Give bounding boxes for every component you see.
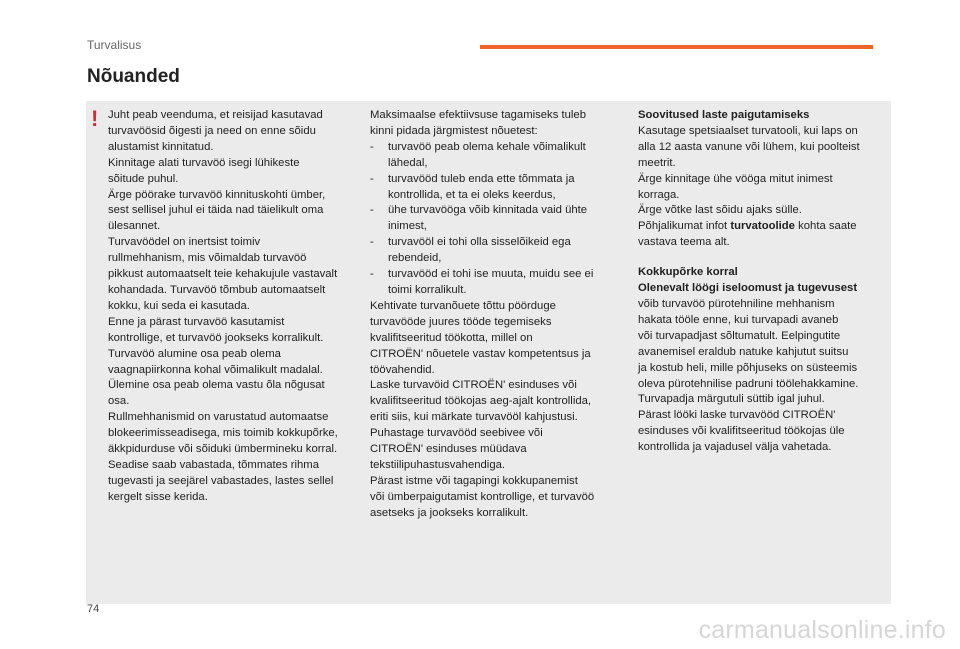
text-line: Kinnitage alati turvavöö isegi lühikeste [108,156,300,169]
text-line: alustamist kinnitatud. [108,140,214,153]
bullet-dash: - [370,236,374,249]
text-line: Kehtivate turvanõuete tõttu pöörduge [370,299,556,312]
text-line: rullmehhanism, mis võimaldab turvavöö [108,252,307,265]
text-line: kergelt sisse kerida. [108,490,208,503]
text-line: Turvavöödel on inertsist toimiv [108,236,261,249]
child-placement-text [638,124,878,219]
text-line: kohandada. Turvavöö tõmbub automaatselt [108,283,326,296]
text-line: äkkpidurduse või sõiduki ümbermineku korral. [108,443,338,456]
text-line: blokeerimisseadisega, mis toimib kokkupõrke, [108,427,338,440]
page-number: 74 [87,603,100,615]
text-line: alla 12 aasta vanune või lühem, kui poolteist [638,140,860,153]
heading-impact: Olenevalt löögi iseloomust ja tugevusest [638,282,858,295]
text-line: Kasutage spetsiaalset turvatooli, kui laps on [638,124,858,137]
list-item-line: rebendeid, [388,252,442,265]
text-line: Ärge võtke last sõidu ajaks sülle. [638,204,802,217]
text-line: hakata tööle enne, kui turvapadi avaneb [638,313,839,326]
column-child-safety [638,108,878,456]
text-line: Pärast istme või tagapingi kokkupanemist [370,474,578,487]
info-suffix: kohta saate [794,220,857,233]
text-line: ülesannet. [108,220,161,233]
text-line: Turvavöö alumine osa peab olema [108,347,281,360]
text-line: kontrollida ja vajadusel välja vahetada. [638,441,832,454]
text-line: Juht peab veenduma, et reisijad kasutavad [108,109,323,121]
text-line: turvavööde juures tööde tegemiseks [370,315,552,328]
list-item-line: turvavööd ei tohi ise muuta, muidu see ei [388,268,594,281]
text-line: kontrollige, et turvavöö jookseks korralikult. [108,331,324,344]
text-line: või turvapadjast sõltumatult. Eelpingutite [638,329,841,342]
text-line: Puhastage turvavööd seebivee või [370,427,543,440]
text-line: korraga. [638,188,680,201]
bullet-dash: - [370,204,374,217]
text-line: CITROËN' esinduses müüdava [370,443,527,456]
text-line: Laske turvavöid CITROËN' esinduses või [370,379,577,392]
text-line: kvalifitseeritud töökotta, millel on [370,331,533,344]
list-item-line: turvavööl ei tohi olla sisselõikeid ega [388,236,571,249]
requirements-after [370,299,616,522]
text-line: Ärge kinnitage ühe vööga mitut inimest [638,172,833,185]
section-label: Turvalisus [87,38,142,52]
collision-text [638,297,878,456]
list-item-line: kontrollida, et ta ei oleks keerdus, [388,188,556,201]
text-line: CITROËN' nõuetele vastav kompetentsus ja [370,347,591,360]
column-seatbelt-requirements [370,108,616,522]
text-line: või ümberpaigutamist kontrollige, et turvavöö [370,490,595,503]
bullet-dash: - [370,140,374,153]
bullet-dash: - [370,172,374,185]
heading-child-placement: Soovitused laste paigutamiseks [638,109,810,121]
text-line: tugevasti ja seejärel vabastades, lastes sellel [108,474,334,487]
text-line: võib turvavöö pürotehniline mehhanism [638,297,835,310]
text-line: Seadise saab vabastada, tõmmates rihma [108,458,319,471]
text-line: Ülemine osa peab olema vastu õla nõgusat [108,379,325,392]
info-prefix: Põhjalikumat infot [638,220,731,233]
text-line: kokku, kui seda ei kasutada. [108,299,250,312]
text-line: Turvapadja märgutuli süttib igal juhul. [638,393,825,406]
info-bold: turvatoolide [730,220,795,233]
list-item-line: turvavööd tuleb enda ette tõmmata ja [388,172,575,185]
list-item [370,203,616,235]
page-title: Nõuanded [87,66,180,87]
list-item-line: lähedal, [388,156,428,169]
text-line: avanemisel eraldub natuke kahjutut suitsu [638,345,849,358]
text-line: turvavöösid õigesti ja need on enne sõidu [108,124,316,137]
bullet-dash: - [370,268,374,281]
list-item-line: inimest, [388,220,427,233]
text-line: sest sellisel juhul ei täida nad täielikult oma [108,204,324,217]
requirements-intro [370,108,616,140]
list-item [370,140,616,172]
text-line: vaagnapiirkonna kohal võimalikult madalal. [108,363,323,376]
list-item [370,267,616,299]
watermark: carmanualsonline.info [698,616,946,644]
text-line: oleva pürotehnilise padruni töölehakkamine. [638,377,859,390]
text-line: meetrit. [638,156,676,169]
text-line: Maksimaalse efektiivsuse tagamiseks tuleb [370,109,586,121]
list-item-line: turvavöö peab olema kehale võimalikult [388,140,586,153]
text-line: tekstiilipuhastusvahendiga. [370,458,506,471]
text-line: ja kostub heli, mille põhjuseks on süsteemis [638,361,858,374]
text-line: osa. [108,395,130,408]
text-line: asetseks ja jookseks korralikult. [370,506,529,519]
text-line: Rullmehhanismid on varustatud automaatse [108,411,329,424]
text-line: sõitude puhul. [108,172,179,185]
accent-bar [480,45,873,49]
text-line: töövahendid. [370,363,435,376]
text-line: esinduses või kvalifitseeritud töökojas üle [638,425,845,438]
child-seat-info [638,219,878,235]
heading-collision: Kokkupõrke korral [638,266,738,279]
text-line: Enne ja pärast turvavöö kasutamist [108,315,285,328]
list-item [370,235,616,267]
requirements-list [370,140,616,299]
list-item [370,172,616,204]
column-seatbelt-usage [108,108,358,506]
list-item-line: ühe turvavööga võib kinnitada vaid ühte [388,204,588,217]
text-line: Ärge pöörake turvavöö kinnituskohti ümber, [108,188,326,201]
text-line: kinni pidada järgmistest nõuetest: [370,124,538,137]
child-seat-info-line2: vastava teema alt. [638,236,730,249]
exclamation-warning-icon: ! [91,106,99,131]
text-line: pikkust automaatselt teie kehakujule vastavalt [108,268,338,281]
text-line: Pärast lööki laske turvavööd CITROËN' [638,409,836,422]
list-item-line: toimi korralikult. [388,283,467,296]
text-line: eriti siis, kui märkate turvavööl kahjustusi. [370,411,578,424]
text-line: kvalifitseeritud töökojas aeg-ajalt kontrollida, [370,395,592,408]
